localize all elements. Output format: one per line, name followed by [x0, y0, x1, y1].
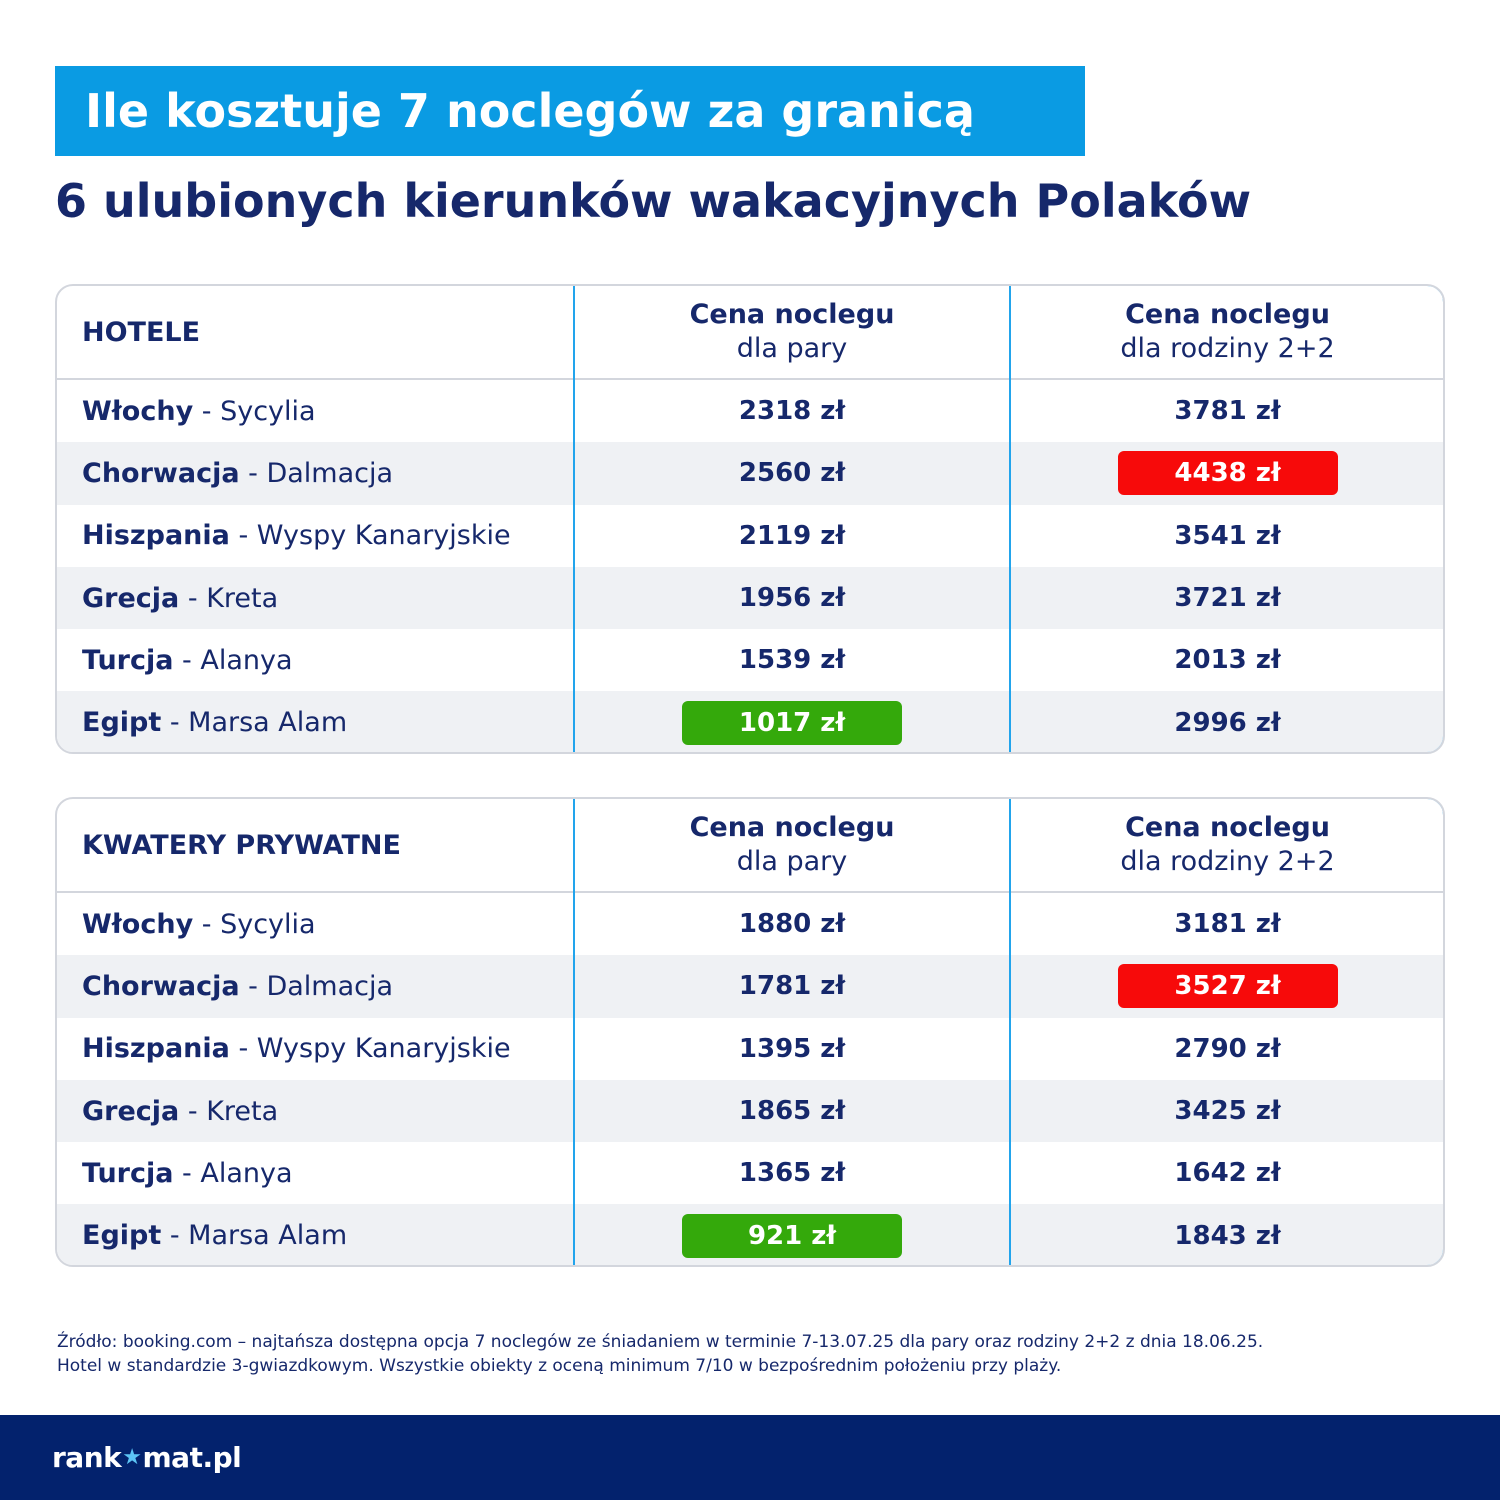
destination-label	[82, 505, 511, 567]
price-value: 2996 zł	[1174, 707, 1281, 738]
logo-text: rank	[52, 1441, 122, 1474]
price-family-cell	[1010, 955, 1445, 1017]
table-header	[57, 799, 1443, 893]
region-name: - Alanya	[173, 1157, 293, 1189]
price-value: 3541 zł	[1174, 520, 1281, 551]
price-family-cell	[1010, 1080, 1445, 1142]
price-family-cell	[1010, 505, 1445, 567]
region-name: - Sycylia	[193, 908, 316, 940]
table-row	[57, 893, 1443, 955]
table-row	[57, 442, 1443, 504]
region-name: - Kreta	[179, 582, 279, 614]
price-value: 3781 zł	[1174, 396, 1281, 427]
column-header-line: dla rodziny 2+2	[1120, 333, 1335, 364]
price-family-cell	[1010, 1018, 1445, 1080]
table-row	[57, 1080, 1443, 1142]
page-subtitle: 6 ulubionych kierunków wakacyjnych Polaków	[55, 174, 1252, 228]
destination-label	[82, 1018, 511, 1080]
region-name: - Sycylia	[193, 395, 316, 427]
destination-label	[82, 955, 393, 1017]
price-couple-cell	[574, 380, 1010, 442]
destination-label	[82, 567, 278, 629]
column-header-line: dla rodziny 2+2	[1120, 846, 1335, 877]
country-name: Hiszpania	[82, 1033, 230, 1065]
region-name: - Dalmacja	[239, 970, 394, 1002]
country-name: Egipt	[82, 1220, 162, 1252]
region-name: - Alanya	[173, 644, 293, 676]
price-family-cell	[1010, 691, 1445, 753]
column-header-family	[1010, 286, 1445, 378]
price-family-cell	[1010, 567, 1445, 629]
price-value: 2560 zł	[738, 458, 846, 489]
price-couple-cell	[574, 505, 1010, 567]
region-name: - Wyspy Kanaryjskie	[229, 1033, 511, 1065]
column-header-line: Cena noclegu	[689, 299, 895, 330]
country-name: Grecja	[82, 582, 180, 614]
price-value: 3721 zł	[1174, 583, 1281, 614]
section-label: KWATERY PRYWATNE	[82, 829, 401, 861]
table-body	[57, 893, 1443, 1267]
column-header-couple	[574, 286, 1010, 378]
private-rooms-table	[55, 797, 1445, 1267]
region-name: - Dalmacja	[239, 457, 394, 489]
price-family-cell	[1010, 1204, 1445, 1266]
country-name: Chorwacja	[82, 970, 240, 1002]
column-header-line: Cena noclegu	[689, 812, 895, 843]
price-couple-cell	[574, 1142, 1010, 1204]
column-header-line: Cena noclegu	[1125, 812, 1330, 843]
price-couple-cell	[574, 629, 1010, 691]
price-value: 2318 zł	[738, 396, 846, 427]
price-couple-cell	[574, 1018, 1010, 1080]
destination-label	[82, 380, 316, 442]
destination-label	[82, 1080, 278, 1142]
table-row	[57, 1018, 1443, 1080]
country-name: Turcja	[82, 1157, 174, 1189]
table-row	[57, 1142, 1443, 1204]
price-couple-cell	[574, 691, 1010, 753]
column-divider	[1009, 797, 1011, 1267]
price-value: 3425 zł	[1174, 1096, 1281, 1127]
price-value: 3181 zł	[1174, 909, 1281, 940]
table-row	[57, 505, 1443, 567]
price-family-cell	[1010, 442, 1445, 504]
section-label: HOTELE	[82, 316, 201, 348]
price-value: 1865 zł	[738, 1096, 846, 1127]
footer-bar	[0, 1415, 1500, 1500]
column-header-family	[1010, 799, 1445, 891]
source-line: Źródło: booking.com – najtańsza dostępna opcja 7 noclegów ze śniadaniem w terminie 7-13.07.25 dla pary oraz rodziny 2+2 z dnia 18.06.25.	[57, 1332, 1264, 1352]
column-header-couple	[574, 799, 1010, 891]
price-couple-cell	[574, 567, 1010, 629]
price-family-cell	[1010, 893, 1445, 955]
country-name: Włochy	[82, 395, 194, 427]
price-value: 1880 zł	[738, 909, 846, 940]
title-banner	[55, 66, 1085, 156]
table-body	[57, 380, 1443, 754]
highest-price-badge: 4438 zł	[1118, 451, 1338, 495]
price-couple-cell	[574, 1204, 1010, 1266]
destination-label	[82, 893, 316, 955]
table-row	[57, 629, 1443, 691]
table-row	[57, 691, 1443, 753]
table-row	[57, 1204, 1443, 1266]
country-name: Egipt	[82, 707, 162, 739]
country-name: Włochy	[82, 908, 194, 940]
price-family-cell	[1010, 629, 1445, 691]
country-name: Turcja	[82, 644, 174, 676]
price-value: 1539 zł	[738, 645, 846, 676]
price-value: 2119 zł	[738, 520, 846, 551]
region-name: - Kreta	[179, 1095, 279, 1127]
price-family-cell	[1010, 380, 1445, 442]
lowest-price-badge: 1017 zł	[682, 701, 902, 745]
table-row	[57, 380, 1443, 442]
destination-label	[82, 1142, 293, 1204]
price-value: 1395 zł	[738, 1033, 846, 1064]
source-note	[57, 1330, 1457, 1378]
logo-text: mat.pl	[142, 1441, 242, 1474]
price-couple-cell	[574, 893, 1010, 955]
price-couple-cell	[574, 1080, 1010, 1142]
highest-price-badge: 3527 zł	[1118, 964, 1338, 1008]
hotels-table	[55, 284, 1445, 754]
region-name: - Marsa Alam	[161, 1220, 348, 1252]
table-header	[57, 286, 1443, 380]
country-name: Grecja	[82, 1095, 180, 1127]
price-family-cell	[1010, 1142, 1445, 1204]
price-value: 1781 zł	[738, 971, 846, 1002]
source-line: Hotel w standardzie 3-gwiazdkowym. Wszystkie obiekty z oceną minimum 7/10 w bezpośrednim położeniu przy plaży.	[57, 1356, 1062, 1376]
column-header-line: Cena noclegu	[1125, 299, 1330, 330]
price-value: 1365 zł	[738, 1158, 846, 1189]
star-icon: ★	[122, 1445, 142, 1470]
column-divider	[1009, 284, 1011, 754]
destination-label	[82, 1204, 347, 1266]
price-value: 2790 zł	[1174, 1033, 1281, 1064]
page-title: Ile kosztuje 7 noclegów za granicą	[85, 84, 975, 138]
price-couple-cell	[574, 955, 1010, 1017]
table-row	[57, 567, 1443, 629]
destination-label	[82, 691, 347, 753]
country-name: Hiszpania	[82, 520, 230, 552]
region-name: - Marsa Alam	[161, 707, 348, 739]
price-value: 2013 zł	[1174, 645, 1281, 676]
destination-label	[82, 629, 293, 691]
rankomat-logo[interactable]	[52, 1415, 241, 1500]
price-value: 1956 zł	[738, 583, 846, 614]
price-value: 1843 zł	[1174, 1220, 1281, 1251]
price-couple-cell	[574, 442, 1010, 504]
column-header-line: dla pary	[736, 846, 848, 877]
price-value: 1642 zł	[1174, 1158, 1281, 1189]
column-header-line: dla pary	[736, 333, 848, 364]
destination-label	[82, 442, 393, 504]
country-name: Chorwacja	[82, 457, 240, 489]
table-row	[57, 955, 1443, 1017]
lowest-price-badge: 921 zł	[682, 1214, 902, 1258]
region-name: - Wyspy Kanaryjskie	[229, 520, 511, 552]
